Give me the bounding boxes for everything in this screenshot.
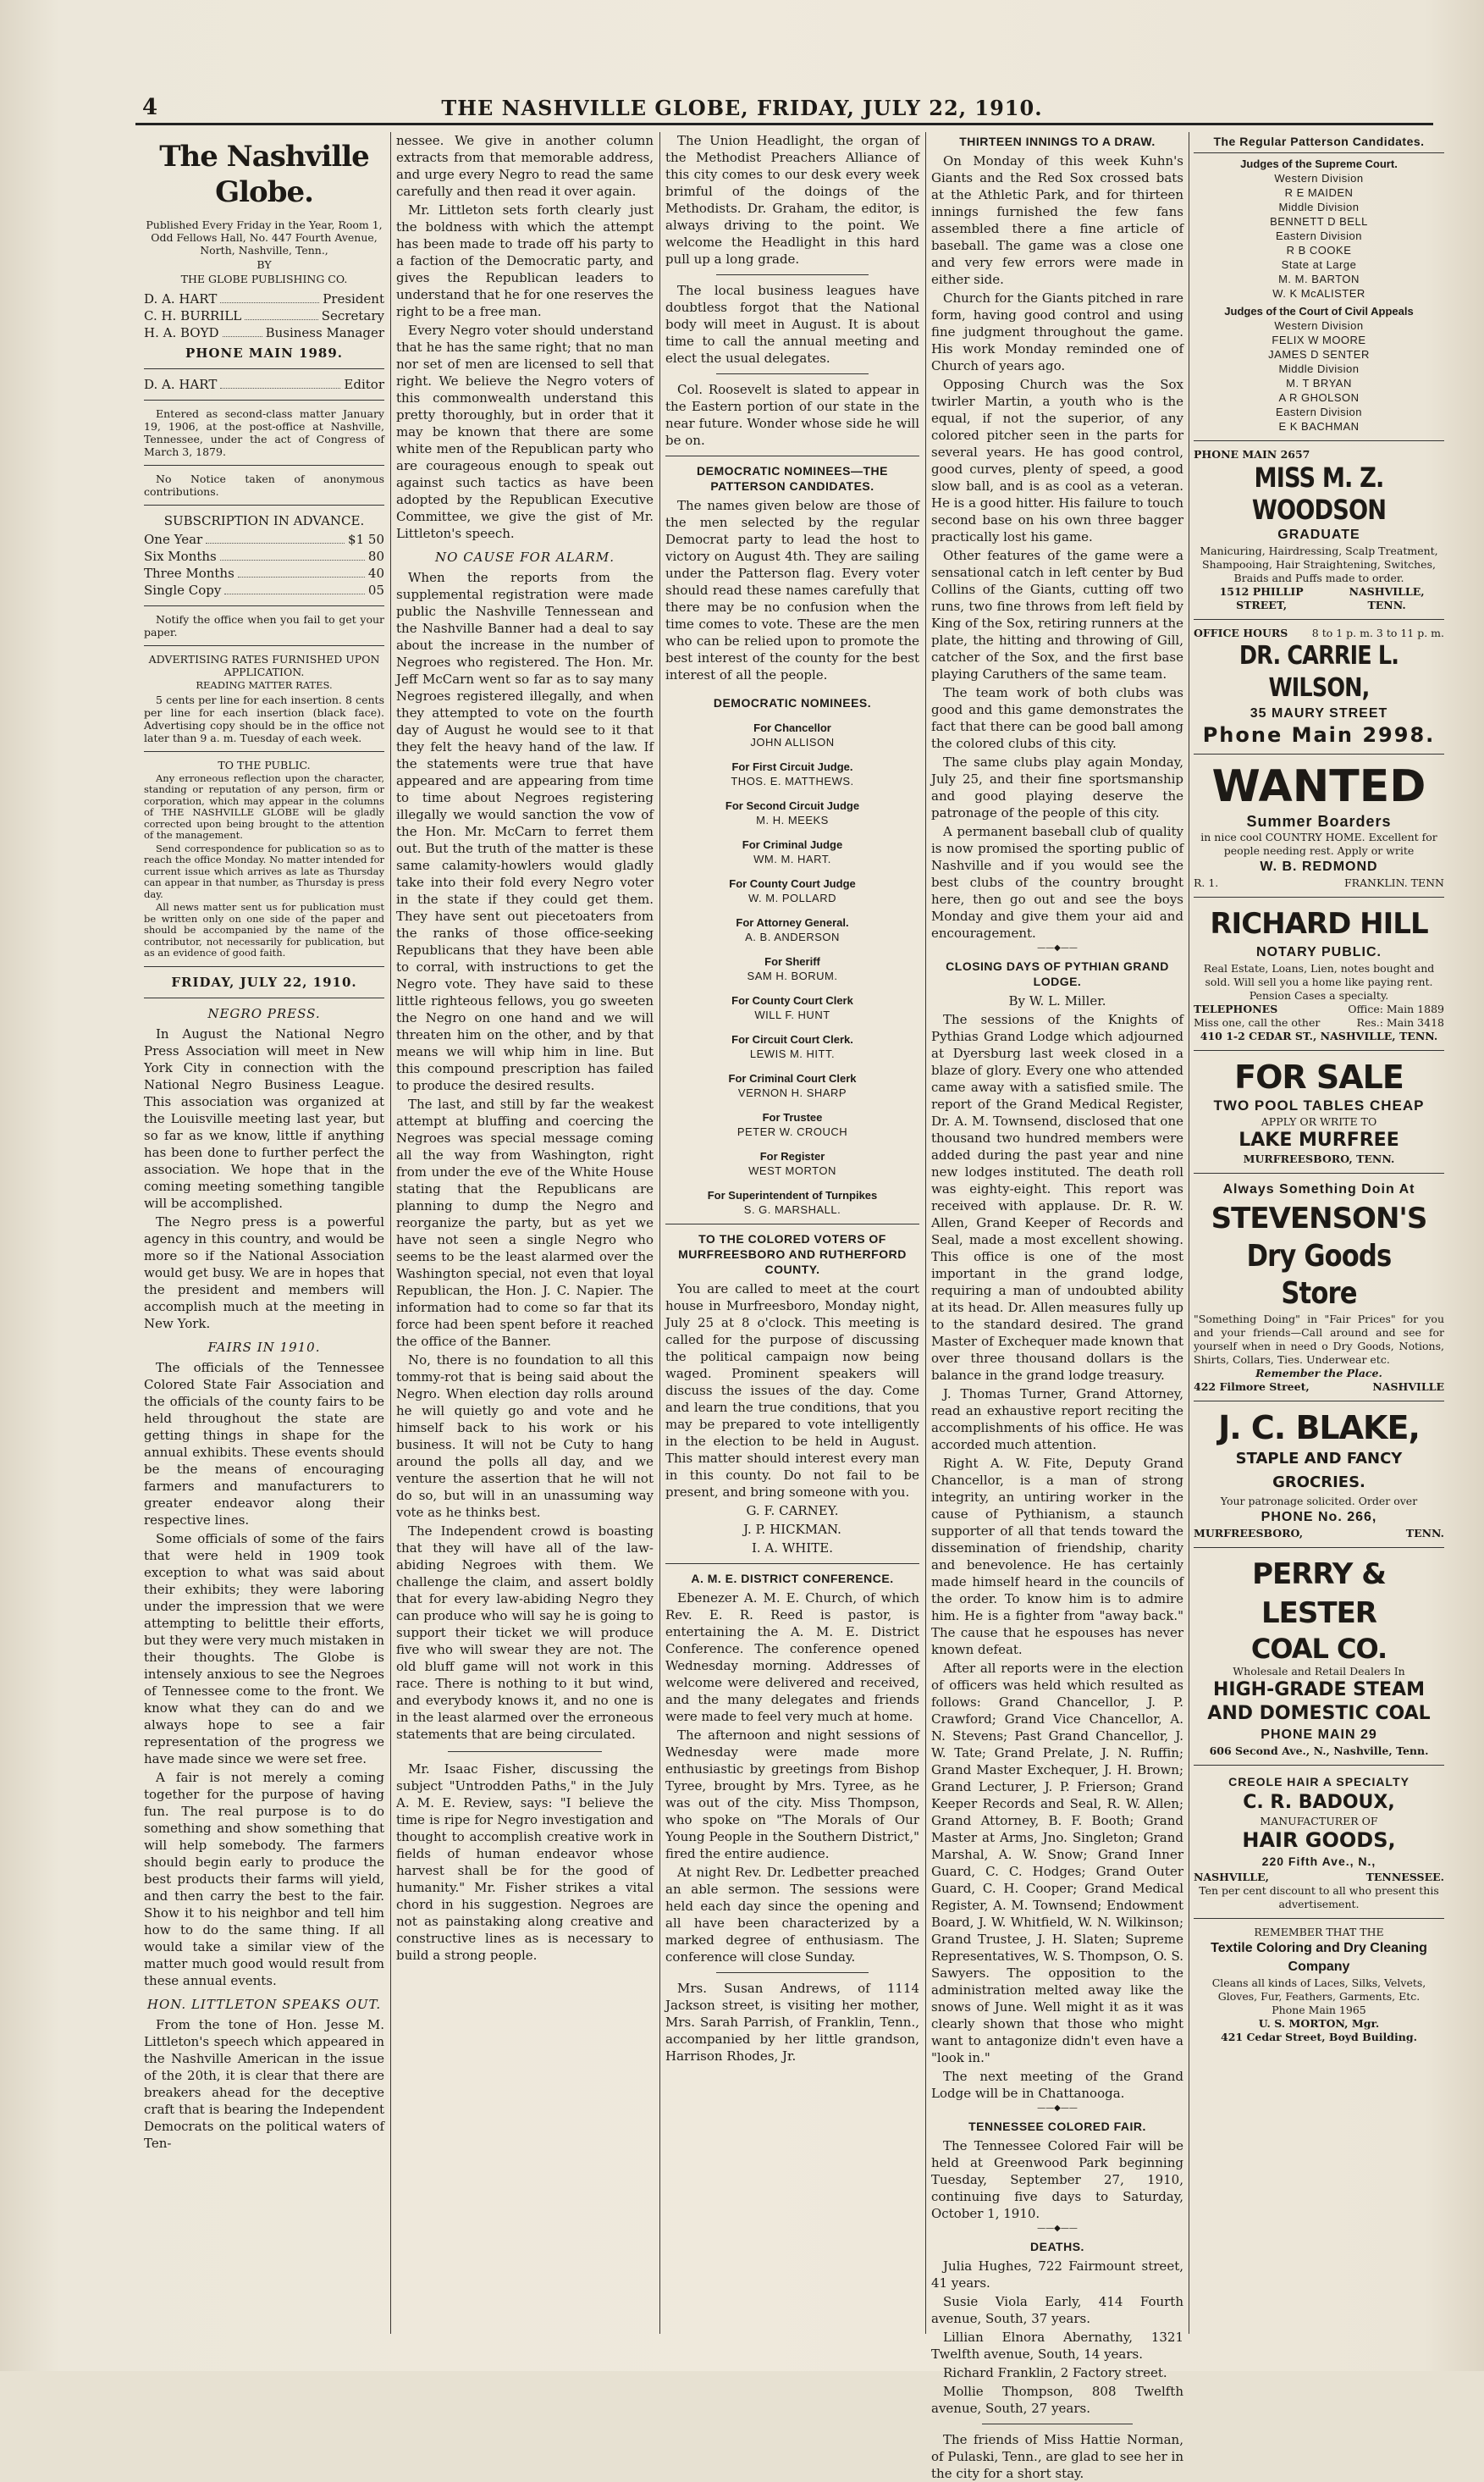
dateline: FRIDAY, JULY 22, 1910. xyxy=(171,974,357,990)
divider xyxy=(144,605,384,606)
article-heading: THIRTEEN INNINGS TO A DRAW. xyxy=(959,135,1156,148)
article-paragraph: Mr. Littleton sets forth clearly just the boldness with which the attempt has been made to trade off his party to a faction of the Democratic party, and gives the Republican leaders to understand that he for one reserves the right to be a free man. xyxy=(396,202,654,319)
judge-name: M. T BRYAN xyxy=(1286,377,1352,390)
death-notice: Julia Hughes, 722 Fairmount street, 41 years. xyxy=(931,2258,1183,2291)
editor-row: D. A. HART Editor xyxy=(144,377,384,392)
officer-row: C. H. BURRILL Secretary xyxy=(144,308,384,323)
office-title: For Superintendent of Turnpikes xyxy=(707,1189,878,1202)
nominee-name: JOHN ALLISON xyxy=(750,736,835,749)
article-paragraph: Church for the Giants pitched in rare form, having good control and using fine judgment throughout the game. His work Monday reminded one of Church of years ago. xyxy=(931,290,1183,373)
article-paragraph: nessee. We give in another column extracts from that memorable address, and urge every Negro to read the same carefully and then read it over again. xyxy=(396,133,654,199)
officers-list xyxy=(144,290,384,341)
article-paragraph: The same clubs play again Monday, July 25, and their fine sportsmanship and good playing deserve the patronage of the people of this city. xyxy=(931,755,1183,821)
running-title: THE NASHVILLE GLOBE, FRIDAY, JULY 22, 1910. xyxy=(441,96,1043,120)
badoux-maker: MANUFACTURER OF xyxy=(1260,1815,1378,1827)
perry-name: PERRY & LESTER xyxy=(1252,1557,1386,1630)
divider xyxy=(448,1751,602,1752)
divider xyxy=(144,505,384,506)
article-paragraph: The Independent crowd is boasting that they will have all of the law-abiding Negroes with them. We challenge the claim, and assert boldly that for every law-abiding Negro they can produce who will say he is going to support their ticket we will produce five who will swear they are not. The old bluff game will not work in this race. There is nothing to it but wind, and everybody knows it, and no one is in the least alarmed over the erroneous statements that are being circulated. xyxy=(396,1523,654,1742)
article-paragraph: At night Rev. Dr. Ledbetter preached an able sermon. The sessions were held each day since the opening and all have been characterized by a marked degree of enthusiasm. The conference will close Sunday. xyxy=(665,1865,919,1965)
column-3 xyxy=(665,132,919,2334)
masthead-title: The Nashville Globe. xyxy=(159,140,369,209)
article-paragraph: From the tone of Hon. Jesse M. Littleton's speech which appeared in the Nashville American in the issue of the 20th, it is clear that there are breakers ahead for the deceptive craft that is bearing the Independent Democrats on the political waters of Ten- xyxy=(144,2016,384,2151)
pub-info: Published Every Friday in the Year, Room 1, Odd Fellows Hall, No. 447 Fourth Avenue, North, Nashville, Tenn., xyxy=(146,218,383,257)
office-title: For County Court Clerk xyxy=(731,994,853,1007)
divider xyxy=(716,1972,869,1973)
wanted-city-row: R. 1. FRANKLIN. TENN xyxy=(1194,876,1444,889)
nominees-title: DEMOCRATIC NOMINEES. xyxy=(713,696,872,710)
blake-ad xyxy=(1194,1408,1444,1540)
stevenson-remember: Remember the Place. xyxy=(1255,1367,1382,1379)
judge-name: JAMES D SENTER xyxy=(1268,348,1370,361)
textile-address: 421 Cedar Street, Boyd Building. xyxy=(1221,2031,1417,2043)
adv-head: ADVERTISING RATES FURNISHED UPON APPLICATION. xyxy=(148,653,380,678)
article-paragraph: The last, and still by far the weakest attempt at bluffing and coercing the Negroes was special message coming all the way from Washington, right from under the eve of the White House stating that the Republicans are planning to dump the Negro and reorganize the party, but as yet we have not seen a single Negro who seems to be the least alarmed over the Washington special, not even that loyal Republican, the Hon. J. C. Napier. The information had to come so far that its force had been spent before it reached the office of the Banner. xyxy=(396,1097,654,1349)
office-title: For Sheriff xyxy=(764,955,820,968)
article-paragraph: J. Thomas Turner, Grand Attorney, read an exhaustive report reciting the accomplishments of his office. He was accorded much attention. xyxy=(931,1386,1183,1452)
notify-notice: Notify the office when you fail to get your paper. xyxy=(144,613,384,638)
textile-phone: Phone Main 1965 xyxy=(1272,2004,1366,2016)
hill-address: 410 1-2 CEDAR ST., NASHVILLE, TENN. xyxy=(1200,1030,1438,1042)
wilson-phone: Phone Main 2998. xyxy=(1202,723,1436,747)
candidates-heading: The Regular Patterson Candidates. xyxy=(1213,135,1425,148)
article-paragraph: You are called to meet at the court house in Murfreesboro, Monday night, July 25 at 8 o'clock. This meeting is called for the purpose of discussing the political campaign now being waged. Prominent speakers will discuss the issues of the day. Come and learn the true conditions, that you may be prepared to vote intelligently in the election to be held in August. This matter should interest every man in this county. Do not fail to be present, and bring someone with you. xyxy=(665,1281,919,1500)
divider xyxy=(144,751,384,752)
hill-name: RICHARD HILL xyxy=(1210,907,1428,941)
page-number: 4 xyxy=(142,95,158,120)
article-heading: TO THE COLORED VOTERS OF MURFREESBORO AND RUTHERFORD COUNTY. xyxy=(678,1232,907,1276)
article-heading: A. M. E. DISTRICT CONFERENCE. xyxy=(691,1572,894,1585)
article-heading: DEMOCRATIC NOMINEES—THE PATTERSON CANDIDATES. xyxy=(697,464,888,493)
nominee-name: VERNON H. SHARP xyxy=(737,1086,847,1099)
woodson-phone: PHONE MAIN 2657 xyxy=(1194,448,1310,461)
column-5 xyxy=(1194,132,1444,2334)
hill-title: NOTARY PUBLIC. xyxy=(1256,945,1382,959)
article-paragraph: A fair is not merely a coming together for the purpose of having fun. The real purpose is to do something and show something that will help somebody. The farmers should begin early to produce the best products their farms will yield, and then carry the best to the fair. Show it to his neighbor and tell him how to do the same thing. If all would take a similar view of the matter much good would result from these annual events. xyxy=(144,1769,384,1988)
article-paragraph: Right A. W. Fite, Deputy Grand Chancellor, is a man of strong integrity, an untiring worker in the cause of Pythianism, a staunch supporter of all that tends toward the dissemination of friendship, charity and benevolence. He has certainly made himself heard in the councils of the order. To know him is to admire him. He is a fighter from "away back." The cause that he espouses has never known defeat. xyxy=(931,1456,1183,1657)
judges-list xyxy=(1194,157,1444,434)
office-title: For County Court Judge xyxy=(729,877,856,890)
divider xyxy=(1194,897,1444,898)
textile-ad xyxy=(1194,1926,1444,2044)
judge-name: E K BACHMAN xyxy=(1278,420,1360,433)
signer: G. F. CARNEY. xyxy=(746,1503,839,1518)
perry-address: 606 Second Ave., N., Nashville, Tenn. xyxy=(1209,1744,1429,1757)
divider xyxy=(1194,619,1444,620)
court-title: Judges of the Court of Civil Appeals xyxy=(1224,305,1414,318)
nominee-name: S. G. MARSHALL. xyxy=(743,1203,841,1216)
blake-phone: PHONE No. 266, xyxy=(1261,1510,1377,1524)
forsale-item: TWO POOL TABLES CHEAP xyxy=(1213,1097,1425,1114)
death-notice: Richard Franklin, 2 Factory street. xyxy=(943,2365,1167,2380)
divider xyxy=(144,400,384,401)
death-notice: Mollie Thompson, 808 Twelfth avenue, South, 27 years. xyxy=(931,2384,1183,2416)
subscription-row: Three Months 40 xyxy=(144,566,384,581)
wilson-address: 35 MAURY STREET xyxy=(1250,706,1388,721)
wanted-sub: Summer Boarders xyxy=(1246,813,1392,830)
office-title: For Criminal Judge xyxy=(742,838,843,851)
public-text: All news matter sent us for publication must be written only on one side of the paper and should be accompanied by the name of the contributor, not necessarily for publication, but as an evidence of good faith. xyxy=(144,901,384,959)
divider xyxy=(1194,1173,1444,1174)
stevenson-top: Always Something Doin At xyxy=(1222,1182,1415,1197)
office-title: For Register xyxy=(759,1150,825,1163)
anonymous-notice: No Notice taken of anonymous contributions. xyxy=(144,473,384,498)
article-heading: FAIRS IN 1910. xyxy=(207,1339,321,1355)
entered-notice: Entered as second-class matter January 19, 1906, at the post-office at Nashville, Tennessee, under the act of Congress of March 3, 1879. xyxy=(144,407,384,458)
division: State at Large xyxy=(1281,258,1357,271)
article-paragraph: The afternoon and night sessions of Wednesday were made more enthusiastic by greetings from Bishop Tyree, brought by Mrs. Tyree, as he was out of the city. Miss Thompson, who spoke on "The Morals of Our Young People in the Southern District," fired the entire audience. xyxy=(665,1727,919,1861)
article-heading: NO CAUSE FOR ALARM. xyxy=(435,550,615,565)
divider xyxy=(1194,1547,1444,1548)
divider xyxy=(716,274,869,275)
division: Middle Division xyxy=(1278,362,1360,375)
ornament-divider: ——◆—— xyxy=(1037,943,1078,953)
article-paragraph: In August the National Negro Press Association will meet in New York City in connection with the National Negro Business League. This association was organized at the Louisville meeting last year, but so far as we know, little if anything has been done to further perfect the association. We hope that in the coming meeting something tangible will be accomplished. xyxy=(144,1025,384,1211)
woodson-name: MISS M. Z. WOODSON xyxy=(1251,462,1387,526)
article-paragraph: When the reports from the supplemental registration were made public the Nashville Tennessean and the Nashville Banner had a deal to say about the increase in the number of Negroes who registered. The Hon. Mr. Jeff McCarn went so far as to say many Negroes registered illegally, and when they attempted to vote on the fourth day of August he would see to it that they felt the heavy hand of the law. If the statements were true that have appeared and are appearing from time to time about Negroes registering illegally we would sanction the vow of the Hon. Mr. McCarn to ferret them out. But the truth of the matter is these same calamity-howlers would gladly take into their fold every Negro voter in the state if they could get them. They have sent out piecetoaters from the ranks of those office-seeking Republicans that they have been able to corral, with instructions to get the Negro vote. They have said to these little righteous fellows, you go sweeten the Negro on one hand and we will threaten him on the other, and by that means we will whip him in line. But this compound prescription has failed to produce the desired results. xyxy=(396,570,654,1093)
signer: J. P. HICKMAN. xyxy=(743,1522,841,1537)
column-1 xyxy=(144,132,384,2334)
hill-text: Real Estate, Loans, Lien, notes bought and sold. Will sell you a home like paying rent. Pension Cases a specialty. xyxy=(1203,962,1435,1002)
badoux-head: CREOLE HAIR A SPECIALTY xyxy=(1228,1775,1410,1788)
forsale-city: MURFREESBORO, TENN. xyxy=(1243,1153,1395,1165)
reading-head: READING MATTER RATES. xyxy=(196,679,333,691)
textile-name: Textile Coloring and Dry Cleaning Company xyxy=(1211,1941,1427,1974)
nominee-name: SAM H. BORUM. xyxy=(747,970,838,982)
article-heading: DEATHS. xyxy=(1030,2240,1084,2253)
court-title: Judges of the Supreme Court. xyxy=(1240,158,1398,170)
stevenson-name: STEVENSON'S xyxy=(1211,1202,1427,1235)
public-head: TO THE PUBLIC. xyxy=(218,758,311,771)
divider xyxy=(144,966,384,967)
stevenson-address-row: 422 Filmore Street, NASHVILLE xyxy=(1194,1380,1444,1393)
office-title: For Circuit Court Clerk. xyxy=(731,1033,853,1046)
ornament-divider: ——◆—— xyxy=(1037,2224,1078,2233)
article-heading: TENNESSEE COLORED FAIR. xyxy=(968,2120,1146,2133)
pub-phone: PHONE MAIN 1989. xyxy=(185,345,344,361)
column-rule xyxy=(390,132,391,2334)
woodson-ad xyxy=(1194,448,1444,612)
public-text: Send correspondence for publication so as to reach the office Monday. No matter intended for current issue which arrives as late as Thursday can appear in that number, as Thursday is press day. xyxy=(144,842,384,900)
officer-row: D. A. HART President xyxy=(144,291,384,307)
badoux-ad xyxy=(1194,1772,1444,1911)
byline: By W. L. Miller. xyxy=(1008,993,1106,1009)
badoux-city-row: NASHVILLE, TENNESSEE. xyxy=(1194,1871,1444,1883)
article-heading: CLOSING DAYS OF PYTHIAN GRAND LODGE. xyxy=(946,959,1169,988)
woodson-services: Manicuring, Hairdressing, Scalp Treatment, Shampooing, Hair Straightening, Switches, Braids and Puffs made to order. xyxy=(1200,544,1438,584)
judge-name: FELIX W MOORE xyxy=(1272,334,1366,346)
article-paragraph: The names given below are those of the men selected by the regular Democrat party to lead the host to victory on August 4th. They are sailing under the Patterson flag. Every voter should read these names carefully that there may be no confusion when the time comes to vote. These are the men who can be relied upon to promote the best interest of the county for the best interest of all the people. xyxy=(665,498,919,683)
subscription-head: SUBSCRIPTION IN ADVANCE. xyxy=(163,513,365,528)
article-paragraph: Col. Roosevelt is slated to appear in the Eastern portion of our state in the near future. Wonder whose side he will be on. xyxy=(665,382,919,448)
wilson-name: DR. CARRIE L. WILSON, xyxy=(1239,641,1399,703)
office-title: For Chancellor xyxy=(753,721,831,734)
forsale-ad xyxy=(1194,1058,1444,1166)
article-paragraph: The local business leagues have doubtless forgot that the National body will meet in August. It is about time to call the annual meeting and elect the usual delegates. xyxy=(665,283,919,366)
divider xyxy=(1194,1050,1444,1051)
nominees-list xyxy=(665,721,919,1217)
header-rule xyxy=(135,123,1433,125)
nominee-name: THOS. E. MATTHEWS. xyxy=(731,775,854,788)
divider xyxy=(665,1563,919,1564)
column-rule xyxy=(925,132,926,2334)
divider xyxy=(1194,1918,1444,1919)
perry-coal: COAL CO. xyxy=(1250,1633,1387,1665)
article-paragraph: The next meeting of the Grand Lodge will be in Chattanooga. xyxy=(931,2069,1183,2101)
wanted-title: WANTED xyxy=(1211,761,1426,812)
subscription-list xyxy=(144,531,384,599)
article-paragraph: Other features of the game were a sensational catch in left center by Bud Collins of the Giants, cutting off two runs, two fine throws from left field by King of the Sox, retiring runners at the plate, the hitting and throwing of Gill, catcher of the Sox, and the first base playing Caruthers of the same team. xyxy=(931,548,1183,682)
nominee-name: WILL F. HUNT xyxy=(754,1009,830,1021)
article-paragraph: The officials of the Tennessee Colored State Fair Association and the officials of the county fairs to be held throughout the state are getting things in shape for the annual exhibits. These events should be the means of encouraging farmers and manufacturers to greater endeavor along their respective lines. xyxy=(144,1359,384,1528)
judge-name: R E MAIDEN xyxy=(1284,186,1354,199)
divider xyxy=(716,373,869,374)
death-notice: Lillian Elnora Abernathy, 1321 Twelfth avenue, South, 14 years. xyxy=(931,2330,1183,2362)
divider xyxy=(144,645,384,646)
wanted-ad xyxy=(1194,761,1444,890)
woodson-graduate: GRADUATE xyxy=(1277,528,1360,542)
adv-text: 5 cents per line for each insertion. 8 cents per line for each insertion (black face). Advertising copy should be in the office not later than 9 a. m. Tuesday of each week. xyxy=(144,693,384,744)
public-text: Any erroneous reflection upon the character, standing or reputation of any person, firm or corporation, which may appear in the columns of THE NASHVILLE GLOBE will be gladly corrected upon being brought to the attention of the management. xyxy=(144,771,384,841)
blake-name: J. C. BLAKE, xyxy=(1218,1409,1420,1446)
nominee-name: WM. M. HART. xyxy=(753,853,831,865)
article-heading: NEGRO PRESS. xyxy=(207,1005,321,1021)
division: Western Division xyxy=(1274,319,1364,332)
judge-name: W. K McALISTER xyxy=(1272,287,1365,300)
officer-row: H. A. BOYD Business Manager xyxy=(144,325,384,340)
judge-name: M. M. BARTON xyxy=(1278,273,1360,285)
office-title: For Attorney General. xyxy=(736,916,849,929)
textile-text: Cleans all kinds of Laces, Silks, Velvets, Gloves, Fur, Feathers, Garments, Etc. xyxy=(1211,1976,1426,2003)
judge-name: A R GHOLSON xyxy=(1278,391,1360,404)
division: Eastern Division xyxy=(1276,229,1362,242)
woodson-address-row: 1512 PHILLIP STREET, NASHVILLE, TENN. xyxy=(1219,585,1425,611)
stevenson-store: Dry Goods Store xyxy=(1246,1239,1392,1311)
badoux-discount: Ten per cent discount to all who present this advertisement. xyxy=(1199,1884,1439,1910)
office-title: For First Circuit Judge. xyxy=(731,760,853,773)
pub-by: BY xyxy=(257,258,272,271)
office-title: For Second Circuit Judge xyxy=(725,799,860,812)
subscription-row: Single Copy 05 xyxy=(144,583,384,598)
judge-name: R B COOKE xyxy=(1286,244,1352,257)
article-paragraph: No, there is no foundation to all this tommy-rot that is being said about the Negro. When election day rolls around he will quietly go and vote and he himself back to his work or his business. It will not be Cuty to hang around the polls all day, and we venture the assertion that he will not do so, but will in an unassuming way vote as he thinks best. xyxy=(396,1352,654,1520)
article-paragraph: The Union Headlight, the organ of the Methodist Preachers Alliance of this city comes to our desk every week brimful of the doings of the Methodists. Dr. Graham, the editor, is always driving to the point. We welcome the Headlight in this hard pull up a long grade. xyxy=(665,133,919,267)
badoux-goods: HAIR GOODS, xyxy=(1242,1828,1396,1852)
article-paragraph: After all reports were in the election of officers was held which resulted as follows: Grand Chancellor, J. P. Crawford; Grand Vice Chancellor, A. N. Stevens; Past Grand Chancellor, J. W. Tate; Grand Prelate, J. N. Ruffin; Grand Master Exchequer, J. H. Brown; Grand Lecturer, J. P. Frierson; Grand Keeper Records and Seal, R. W. Allen; Grand Attorney, B. F. Booth; Grand Master at Arms, Jno. Singleton; Grand Marshal, A. W. Snow; Grand Inner Guard, C. C. Hodges; Grand Outer Guard, C. H. Cooper; Grand Medical Register, A. M. Townsend; Endowment Board, J. W. Whitfield, W. N. Wilkinson; Grand Trustee, J. H. Slaten; Supreme Representatives, W. S. Thompson, O. S. Sawyers. The opposition to the administration melted away like the snows of June. Well might it as it was clearly shown that those who might want to antagonize didn't even have a "look in." xyxy=(931,1661,1183,2065)
stevenson-ad xyxy=(1194,1180,1444,1394)
article-paragraph: Every Negro voter should understand that he has the same right; that no man nor set of men are licensed to sell that right. We believe the Negro voters of this commonwealth understand this pretty thoroughly, but in order that it may be known that there are some white men of the Republican party who are courageous enough to speak out against such tactics as have been adopted by the Republican Executive Committee, we give the gist of Mr. Littleton's speech. xyxy=(396,323,654,541)
hill-ad xyxy=(1194,904,1444,1043)
column-rule xyxy=(659,132,660,2334)
perry-sub: Wholesale and Retail Dealers In xyxy=(1233,1665,1405,1678)
article-paragraph: Mrs. Susan Andrews, of 1114 Jackson street, is visiting her mother, Mrs. Sarah Parrish, of Franklin, Tenn., accompanied by her little grandson, Harrison Rhodes, Jr. xyxy=(665,1981,919,2064)
wilson-hours-row: OFFICE HOURS 8 to 1 p. m. 3 to 11 p. m. xyxy=(1194,627,1444,639)
division: Western Division xyxy=(1274,172,1364,185)
subscription-row: One Year $1 50 xyxy=(144,532,384,547)
blake-line: STAPLE AND FANCY GROCRIES. xyxy=(1235,1450,1403,1491)
divider xyxy=(1194,152,1444,153)
article-heading: HON. LITTLETON SPEAKS OUT. xyxy=(146,1996,382,2012)
article-paragraph: Some officials of some of the fairs that were held in 1909 took exception to what was said about their exhibits; they were laboring under the impression that we were attempting to belittle their efforts, but they were very much mistaken in their thoughts. The Globe is intensely anxious to see the Negroes of Tennessee come to the front. We know what they can do and we always hope to see a fair representation of the progress we have made since we were set free. xyxy=(144,1530,384,1766)
badoux-address: 220 Fifth Ave., N., xyxy=(1261,1855,1376,1868)
article-paragraph: The team work of both clubs was good and this game demonstrates the fact that there can be good ball among the colored clubs of this city. xyxy=(931,685,1183,751)
divider xyxy=(1194,1765,1444,1766)
forsale-title: FOR SALE xyxy=(1234,1059,1404,1096)
stevenson-text: "Something Doing" in "Fair Prices" for you and your friends—Call around and see for yourself when in need o Dry Goods, Notions, Shirts, Collars, Ties. Underwear etc. xyxy=(1194,1313,1444,1366)
article-paragraph: The sessions of the Knights of Pythias Grand Lodge which adjourned at Dyersburg last week closed in a blaze of glory. Every one who attended came away with a satisfied smile. The report of the Grand Medical Register, Dr. A. M. Townsend, disclosed that one thousand two hundred members were added during the past year and nine new lodges instituted. The death roll was eighty-eight. This report was received with applause. Dr. R. W. Allen, Grand Keeper of Records and Seal, made a most excellent showing. This office is one of the most important in the grand lodge, requiring a man of undoubted ability at its head. Dr. Allen measures fully up to the standard desired. The grand Master of Exchequer made known that over three thousand dollars is the balance in the grand lodge treasury. xyxy=(931,1012,1183,1383)
judge-name: BENNETT D BELL xyxy=(1270,215,1368,228)
blake-text: Your patronage solicited. Order over xyxy=(1220,1495,1418,1507)
blake-city-row: MURFREESBORO, TENN. xyxy=(1194,1527,1444,1540)
office-title: For Criminal Court Clerk xyxy=(728,1072,857,1085)
pub-company: THE GLOBE PUBLISHING CO. xyxy=(180,273,348,285)
wanted-text: in nice cool COUNTRY HOME. Excellent for people needing rest. Apply or write xyxy=(1200,831,1437,857)
wanted-name: W. B. REDMOND xyxy=(1260,860,1378,874)
subscription-row: Six Months 80 xyxy=(144,549,384,564)
perry-grade: HIGH-GRADE STEAM AND DOMESTIC COAL xyxy=(1207,1679,1431,1724)
hill-res-row: Miss one, call the other Res.: Main 3418 xyxy=(1194,1016,1444,1029)
nominee-name: W. M. POLLARD xyxy=(748,892,837,904)
nominee-name: WEST MORTON xyxy=(748,1164,836,1177)
signer: I. A. WHITE. xyxy=(752,1540,833,1556)
article-paragraph: A permanent baseball club of quality is now promised the sporting public of Nashville and if you would see the best clubs of the country brought here, then go out and see the boys Monday and give them your aid and encouragement. xyxy=(931,824,1183,941)
forsale-name: LAKE MURFREE xyxy=(1239,1130,1399,1151)
article-paragraph: Mr. Isaac Fisher, discussing the subject "Untrodden Paths," in the July A. M. E. Review, says: "I believe the time is ripe for Negro investigation and thought to accomplish creative work in fields of human endeavor whose harvest shall be for the good of humanity." Mr. Fisher strikes a vital chord in his suggestion. Negroes are not as painstaking along creative and constructive lines as is necessary to build a strong people. xyxy=(396,1761,654,1963)
badoux-name: C. R. BADOUX, xyxy=(1243,1792,1395,1813)
division: Eastern Division xyxy=(1276,406,1362,418)
column-4 xyxy=(931,132,1183,2481)
nominee-name: LEWIS M. HITT. xyxy=(749,1048,836,1060)
office-title: For Trustee xyxy=(762,1111,823,1124)
article-paragraph: The Negro press is a powerful agency in this country, and would be more so if the National Association would get busy. We are in hopes that the president and members will accomplish much at the meeting in New York. xyxy=(144,1213,384,1331)
textile-remember: REMEMBER THAT THE xyxy=(1254,1926,1384,1938)
division: Middle Division xyxy=(1278,201,1360,213)
hill-tel-row: TELEPHONES Office: Main 1889 xyxy=(1194,1003,1444,1015)
nominee-name: PETER W. CROUCH xyxy=(736,1125,848,1138)
article-paragraph: The Tennessee Colored Fair will be held at Greenwood Park beginning Tuesday, September 27, 1910, continuing five days to Saturday, October 1, 1910. xyxy=(931,2138,1183,2221)
article-paragraph: Ebenezer A. M. E. Church, of which Rev. E. R. Reed is pastor, is entertaining the A. M. E. District Conference. The conference opened Wednesday morning. Addresses of welcome were delivered and received, and the many delegates and friends were made to feel very much at home. xyxy=(665,1590,919,1724)
divider xyxy=(144,465,384,466)
perry-phone: PHONE MAIN 29 xyxy=(1261,1727,1377,1742)
ornament-divider: ——◆—— xyxy=(1037,2103,1078,2113)
death-notice: Susie Viola Early, 414 Fourth avenue, South, 37 years. xyxy=(931,2294,1183,2326)
nominee-name: M. H. MEEKS xyxy=(756,814,829,826)
divider xyxy=(1194,754,1444,755)
perry-lester-ad xyxy=(1194,1555,1444,1758)
divider xyxy=(1194,440,1444,441)
textile-mgr: U. S. MORTON, Mgr. xyxy=(1258,2017,1380,2030)
article-paragraph: On Monday of this week Kuhn's Giants and the Red Sox crossed bats at the Athletic Park, and for thirteen innings furnished the few fans assembled there a fine article of baseball. The game was a close one and very few errors were made in either side. xyxy=(931,153,1183,287)
column-2 xyxy=(396,132,654,2334)
article-paragraph: Opposing Church was the Sox twirler Martin, a youth who is the equal, if not the superior, of any colored pitcher seen in the parts for several years. He has good control, good curves, plenty of speed, a good slow ball, and is as cool as a veteran. He is a good hitter. His failure to touch second base on his own three bagger practically lost his game. xyxy=(931,377,1183,544)
article-paragraph: The friends of Miss Hattie Norman, of Pulaski, Tenn., are glad to see her in the city for a short stay. xyxy=(931,2432,1183,2481)
divider xyxy=(144,368,384,369)
nominee-name: A. B. ANDERSON xyxy=(745,931,840,943)
forsale-apply: APPLY OR WRITE TO xyxy=(1261,1115,1377,1128)
wilson-ad xyxy=(1194,627,1444,747)
